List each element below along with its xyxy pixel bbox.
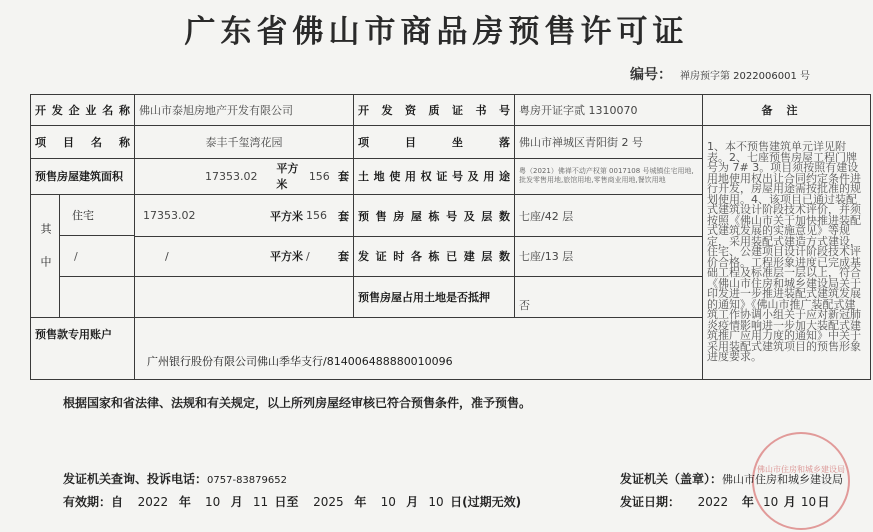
buildings-value: 七座/42 层 (515, 195, 703, 237)
built-floors-label: 发证时各栋已建层数 (354, 236, 515, 276)
project-label: 项目名称 (31, 125, 135, 158)
other-count-unit: 套 (338, 250, 349, 264)
issue-date: 发证日期： 2022 年 10 月 10日 (620, 495, 830, 509)
residence-type: 住宅 (60, 195, 134, 236)
empty-cell (135, 276, 354, 318)
issue-date-month: 10 (763, 495, 779, 509)
issue-date-day: 10 (800, 495, 817, 509)
remarks-title: 备注 (703, 95, 871, 126)
permit-table (30, 94, 871, 380)
built-floors-value: 七座/13 层 (515, 236, 703, 276)
mortgage-label: 预售房屋占用土地是否抵押 (354, 276, 515, 318)
validity-from-day: 11 (252, 495, 269, 509)
issue-date-label: 发证日期： (620, 495, 681, 509)
certificate-number-value: 禅房预字第 2022006001 号 (680, 71, 810, 82)
residence-area-value: 17353.02 (143, 209, 196, 223)
validity-from-month: 10 (205, 495, 221, 509)
residence-count-unit: 套 (338, 209, 349, 223)
project-value: 泰丰千玺湾花园 (135, 125, 354, 158)
issuer (620, 470, 843, 487)
issuer-value: 佛山市住房和城乡建设局 (722, 473, 844, 486)
issue-date-year: 2022 (697, 495, 729, 509)
other-type: / (60, 236, 134, 277)
land-cert-label: 土地使用权证号及用途 (354, 158, 515, 194)
validity-suffix: (过期无效) (462, 495, 522, 509)
other-area-value: / (165, 249, 169, 263)
validity-from-year: 2022 (137, 495, 169, 509)
hotline (63, 470, 287, 487)
presale-area-cell (135, 158, 354, 194)
land-cert-cell (515, 158, 703, 194)
presale-area-count: 156 (308, 169, 330, 183)
document-title: 广东省佛山市商品房预售许可证 (184, 14, 689, 50)
residence-area-cell (135, 195, 354, 237)
land-cert-value: 粤（2021）佛禅不动产权第 0017108 号城镇住宅用地,批发零售用地,旅馆用地,零售商业用地,餐饮用地 (519, 167, 694, 185)
developer-label: 开发企业名称 (31, 95, 135, 126)
account-label: 预售款专用账户 (31, 318, 135, 380)
certificate-number (630, 64, 810, 84)
developer-value: 佛山市泰旭房地产开发有限公司 (135, 95, 354, 126)
residence-count: 156 (306, 209, 327, 223)
presale-area-count-unit: 套 (338, 170, 349, 184)
validity-label: 有效期：自 (63, 495, 124, 509)
residence-area-unit: 平方米 (270, 209, 303, 223)
presale-area-unit: 平方米 (276, 162, 299, 192)
seal-text: 佛山市住房和城乡建设局 (757, 465, 845, 474)
validity-to-day: 10 (428, 495, 444, 509)
other-area-cell (135, 236, 354, 276)
presale-area-value: 17353.02 (205, 169, 258, 183)
validity: 有效期：自 2022 年 10 月 11 日至 2025 年 10 月 10 日(过期无效) (63, 495, 522, 509)
issuer-label: 发证机关（盖章）： (620, 472, 723, 486)
qualification-label: 开发资质证书号 (354, 95, 515, 126)
qualification-value: 粤房开证字贰 1310070 (515, 95, 703, 126)
hotline-value: 0757-83879652 (207, 475, 287, 486)
buildings-label: 预售房屋栋号及层数 (354, 195, 515, 237)
certificate-number-label: 编号： (630, 67, 672, 83)
account-value: 广州银行股份有限公司佛山季华支行/814006488880010096 (135, 318, 703, 380)
remarks-text: 1、本不预售建筑单元详见附表。2、七座预售房屋工程门牌号为 7# 3。项目须按照有建设用地使用权出让合同约定条件进行开发，房屋用途需按批准的规划使用。4、该项目已通过装配式建筑设计阶段技术评价，并须按照《佛山市关于加快推进装配式建筑发展的实施意见》等规定，采用装配式建造方式建设，住宅、公建项目设计阶段技术评价合格。工程形象进度已完成基础工程及标准层一层以上，符合《佛山市住房和城乡建设局关于印发进一步推进装配式建筑发展的通知》《佛山市推广装配式建筑工作协调小组关于应对新冠肺炎疫情影响进一步加大装配式建筑推广应用力度的通知》中关于采用装配式建筑项目的预售形象进度要求。 (703, 125, 871, 379)
among-cell (31, 195, 135, 318)
validity-to-month: 10 (380, 495, 396, 509)
other-area-unit: 平方米 (270, 250, 303, 264)
presale-area-label: 预售房屋建筑面积 (31, 158, 135, 194)
declaration-text: 根据国家和省法律、法规和有关规定，以上所列房屋经审核已符合预售条件，准予预售。 (63, 396, 532, 410)
other-count: / (306, 249, 310, 263)
hotline-label: 发证机关查询、投诉电话： (63, 472, 208, 486)
location-label: 项目坐落 (354, 125, 515, 158)
mortgage-value: 否 (515, 276, 703, 318)
validity-to-year: 2025 (313, 495, 344, 509)
among-label: 其中 (39, 223, 52, 290)
location-value: 佛山市禅城区青阳街 2 号 (515, 125, 703, 158)
